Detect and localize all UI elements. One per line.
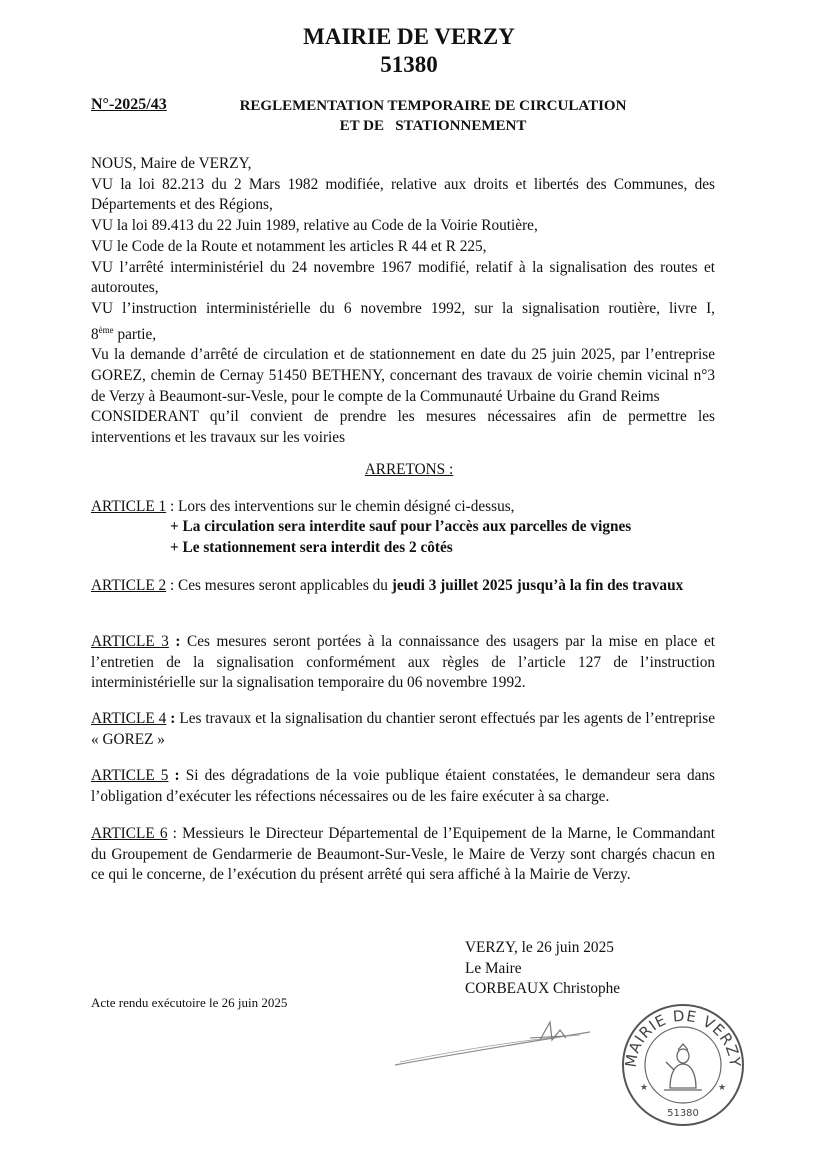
decree-title-line1: REGLEMENTATION TEMPORAIRE DE CIRCULATION — [239, 98, 627, 114]
seal-text-top: MAIRIE DE VERZY — [621, 1006, 745, 1069]
signature-role: Le Maire — [465, 959, 522, 977]
article-1: ARTICLE 1 : Lors des interventions sur le chemin désigné ci-dessus, — [91, 498, 515, 515]
signature-block — [465, 938, 620, 1000]
article-6-label: ARTICLE 6 — [91, 825, 168, 842]
preamble-vu5-cont: 8ème partie, — [91, 324, 157, 343]
seal-star-left-icon: ★ — [640, 1083, 649, 1093]
article-5: ARTICLE 5 : Si des dégradations de la voie publique étaient constatées, le demandeur sera dans l’obligation d’exécuter les réfections nécessaires ou de les faire exécuter à sa charge. — [91, 767, 715, 805]
preamble-vu6: Vu la demande d’arrêté de circulation et de stationnement en date du 25 juin 2025, par l’entreprise GOREZ, chemin de Cernay 51450 BETHENY, concernant des travaux de voirie chemin vicinal n°3 de Verzy à Beaumont-sur-Vesle, pour le compte de la Communauté Urbaine du Grand Reims — [91, 346, 715, 405]
seal-text-bottom: 51380 — [667, 1108, 699, 1119]
article-2-dates: jeudi 3 juillet 2025 jusqu’à la fin des travaux — [391, 577, 684, 594]
mairie-header — [0, 23, 818, 79]
article-3: ARTICLE 3 : Ces mesures seront portées à la connaissance des usagers par la mise en place et l’entretien de la signalisation conformément aux règles de l’article 127 de l’instruction interministérielle sur la signalisation temporaire du 06 novembre 1992. — [91, 633, 715, 692]
article-2: ARTICLE 2 : Ces mesures seront applicables du jeudi 3 juillet 2025 jusqu’à la fin des travaux — [91, 577, 684, 594]
svg-text:MAIRIE DE VERZY — [622, 1007, 745, 1069]
article-1-label: ARTICLE 1 — [91, 498, 167, 515]
seal-emblem-icon — [664, 1044, 702, 1090]
executoire-note: Acte rendu exécutoire le 26 juin 2025 — [91, 995, 288, 1010]
article-1-bullet-2: + Le stationnement sera interdit des 2 côtés — [170, 538, 453, 556]
article-1-bullet-1: + La circulation sera interdite sauf pour l’accès aux parcelles de vignes — [170, 518, 632, 535]
preamble-vu2: VU la loi 89.413 du 22 Juin 1989, relative au Code de la Voirie Routière, — [91, 217, 538, 235]
preamble-vu1: VU la loi 82.213 du 2 Mars 1982 modifiée, relative aux droits et libertés des Communes, des Départements et des Régions, — [91, 175, 715, 214]
arretons-heading: ARRETONS : — [364, 461, 454, 478]
preamble-vu4: VU l’arrêté interministériel du 24 novembre 1967 modifié, relatif à la signalisation des routes et autoroutes, — [91, 258, 715, 297]
preamble-considerant: CONSIDERANT qu’il convient de prendre les mesures nécessaires afin de permettre les interventions et les travaux sur les voiries — [91, 408, 715, 447]
decree-title — [218, 96, 648, 136]
article-1-bullets — [170, 517, 631, 558]
mairie-seal — [618, 1000, 748, 1130]
decree-number: N°-2025/43 — [91, 96, 167, 113]
preamble-vu5-a: VU l’instruction interministérielle du 6 novembre 1992, sur la signalisation routière, livre I, — [91, 299, 715, 317]
handwritten-signature — [390, 1010, 620, 1070]
article-6: ARTICLE 6 : Messieurs le Directeur Départemental de l’Equipement de la Marne, le Commandant du Groupement de Gendarmerie de Beaumont-Sur-Vesle, le Maire de Verzy sont chargés chacun en ce qui le concerne, de l’exécution du présent arrêté qui sera affiché à la Mairie de Verzy. — [91, 825, 715, 884]
preamble-vu3: VU le Code de la Route et notamment les articles R 44 et R 225, — [91, 237, 487, 255]
decree-title-line2: ET DE STATIONNEMENT — [339, 118, 527, 134]
article-2-label: ARTICLE 2 — [91, 577, 167, 594]
article-4: ARTICLE 4 : Les travaux et la signalisation du chantier seront effectués par les agents de l’entreprise « GOREZ » — [91, 710, 716, 748]
article-5-label: ARTICLE 5 — [91, 767, 169, 784]
preamble-nous: NOUS, Maire de VERZY, — [91, 155, 252, 172]
mairie-postcode: 51380 — [380, 52, 438, 77]
signature-name: CORBEAUX Christophe — [465, 980, 621, 998]
seal-star-right-icon: ★ — [718, 1083, 727, 1093]
mairie-name: MAIRIE DE VERZY — [303, 24, 515, 49]
signature-place-date: VERZY, le 26 juin 2025 — [465, 939, 614, 956]
article-4-label: ARTICLE 4 — [91, 710, 167, 727]
preamble — [91, 154, 715, 449]
preamble-vu5 — [91, 299, 715, 320]
article-3-label: ARTICLE 3 — [91, 633, 169, 650]
